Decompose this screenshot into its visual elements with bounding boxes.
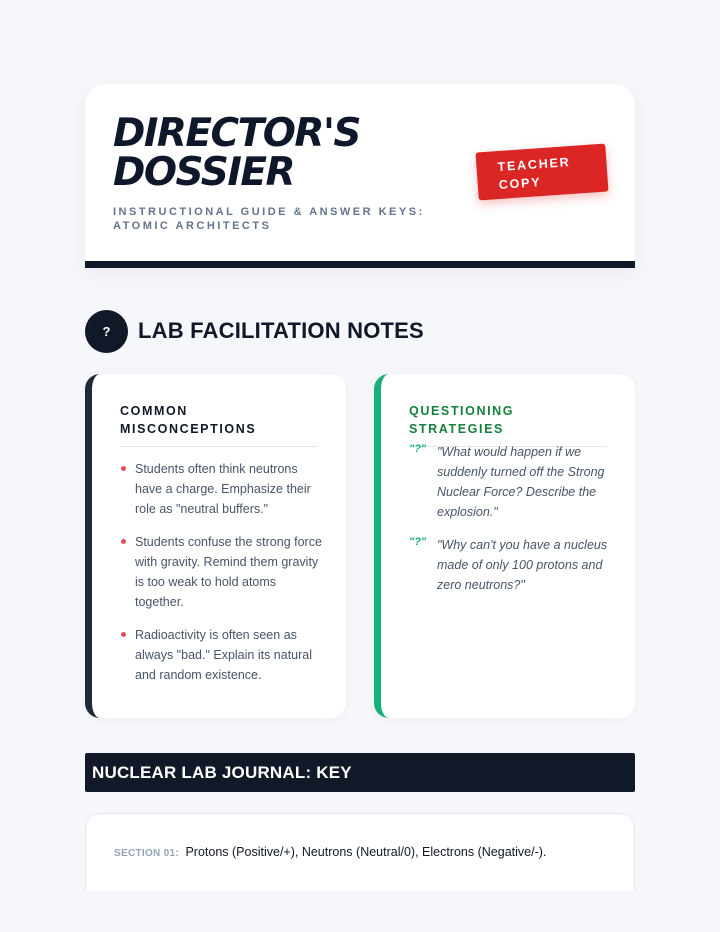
misconceptions-list [120, 459, 325, 698]
misconceptions-card [85, 374, 346, 718]
list-item-text: Students often think neutrons have a charge. Emphasize their role as "neutral buffers." [135, 462, 311, 516]
question-icon: ? [85, 310, 128, 353]
list-item [120, 459, 325, 519]
dossier-header [85, 84, 635, 268]
question-marker-icon: "?" [409, 443, 427, 455]
bullet-dot-icon [121, 466, 126, 471]
questioning-list [409, 442, 614, 608]
questioning-card [374, 374, 635, 718]
question-text: "What would happen if we suddenly turned off the Strong Nuclear Force? Describe the explosion." [437, 445, 605, 519]
misconceptions-heading: COMMON MISCONCEPTIONS [120, 402, 318, 447]
stamp-line-1: TEACHER [497, 155, 571, 175]
header-divider [85, 261, 635, 268]
page-subtitle: INSTRUCTIONAL GUIDE & ANSWER KEYS: ATOMIC ARCHITECTS [113, 206, 425, 232]
journal-heading: NUCLEAR LAB JOURNAL: KEY [85, 753, 635, 792]
journal-key-line [114, 843, 546, 863]
bullet-dot-icon [121, 539, 126, 544]
question-marker-icon: "?" [409, 536, 427, 548]
section-answer: Protons (Positive/+), Neutrons (Neutral/0), Electrons (Negative/-). [185, 845, 547, 859]
stamp-line-2: COPY [498, 175, 542, 193]
page-bottom [0, 890, 720, 932]
list-item [120, 532, 325, 612]
list-item [409, 442, 614, 522]
section-label: SECTION 01: [114, 848, 179, 859]
question-text: "Why can't you have a nucleus made of only 100 protons and zero neutrons?" [437, 538, 608, 592]
list-item [409, 535, 614, 595]
list-item [120, 625, 325, 685]
list-item-text: Students confuse the strong force with gravity. Remind them gravity is too weak to hold atoms together. [135, 535, 322, 609]
bullet-dot-icon [121, 632, 126, 637]
section-title-facilitation: LAB FACILITATION NOTES [138, 318, 424, 343]
questioning-heading: QUESTIONING STRATEGIES [409, 402, 607, 447]
teacher-copy-stamp [475, 144, 608, 201]
list-item-text: Radioactivity is often seen as always "bad." Explain its natural and random existence. [135, 628, 313, 682]
page-title: DIRECTOR'S DOSSIER [113, 111, 360, 195]
